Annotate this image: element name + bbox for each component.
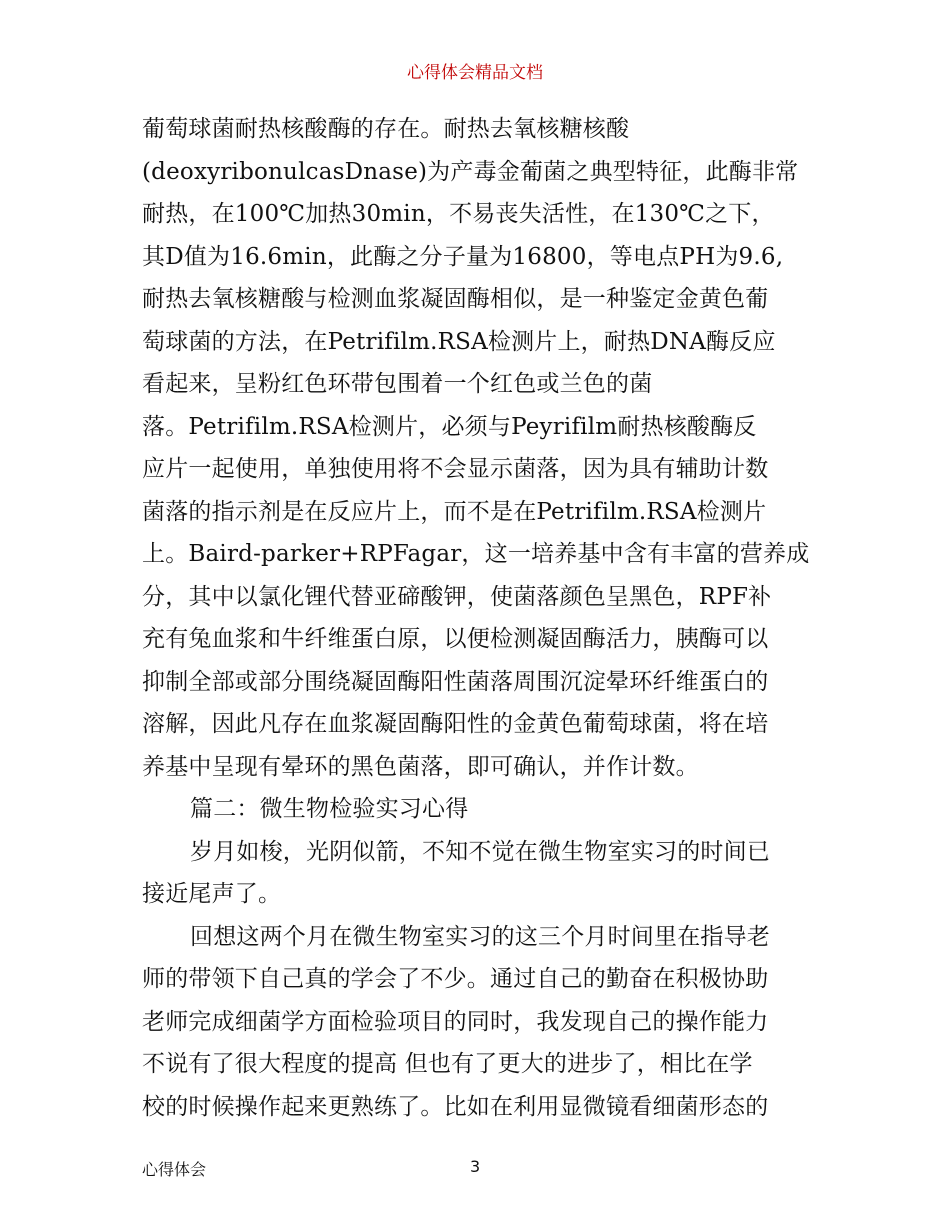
document-header: 心得体会精品文档 bbox=[407, 63, 543, 83]
text-line: 落。Petrifilm.RSA检测片，必须与Peyrifilm耐热核酸酶反 bbox=[142, 413, 757, 440]
text-line: 其D值为16.6min，此酶之分子量为16800，等电点PH为9.6, bbox=[142, 243, 784, 270]
text-line: 葡萄球菌耐热核酸酶的存在。耐热去氧核糖核酸 bbox=[142, 116, 630, 142]
text-line: 不说有了很大程度的提高 但也有了更大的进步了，相比在学 bbox=[142, 1051, 753, 1077]
text-line: 充有兔血浆和牛纤维蛋白原，以便检测凝固酶活力，胰酶可以 bbox=[142, 626, 769, 652]
text-line: 看起来，呈粉红色环带包围着一个红色或兰色的菌 bbox=[142, 371, 653, 397]
text-line: 校的时候操作起来更熟练了。比如在利用显微镜看细菌形态的 bbox=[142, 1093, 769, 1120]
text-line: 萄球菌的方法，在Petrifilm.RSA检测片上，耐热DNA酶反应 bbox=[142, 328, 776, 355]
section-heading: 篇二：微生物检验实习心得 bbox=[190, 796, 469, 822]
document-body bbox=[142, 108, 822, 1128]
text-line: 上。Baird-parker+RPFagar，这一培养基中含有丰富的营养成 bbox=[142, 541, 810, 567]
text-line: 师的带领下自己真的学会了不少。通过自己的勤奋在积极协助 bbox=[142, 966, 769, 992]
text-line: 岁月如梭，光阴似箭，不知不觉在微生物室实习的时间已 bbox=[190, 838, 770, 865]
text-line: 应片一起使用，单独使用将不会显示菌落，因为具有辅助计数 bbox=[142, 456, 769, 482]
text-line: 耐热去氧核糖酸与检测血浆凝固酶相似，是一种鉴定金黄色葡 bbox=[142, 286, 769, 312]
text-line: 溶解，因此凡存在血浆凝固酶阳性的金黄色葡萄球菌，将在培 bbox=[142, 711, 769, 737]
text-line: 菌落的指示剂是在反应片上，而不是在Petrifilm.RSA检测片 bbox=[142, 498, 767, 525]
text-line: 耐热，在100℃加热30min，不易丧失活性，在130℃之下， bbox=[142, 201, 775, 227]
text-line: (deoxyribonulcasDnase)为产毒金葡菌之典型特征，此酶非常 bbox=[142, 158, 799, 185]
text-line: 回想这两个月在微生物室实习的这三个月时间里在指导老 bbox=[190, 923, 770, 950]
footer-label: 心得体会 bbox=[142, 1160, 207, 1179]
text-line: 分，其中以氯化锂代替亚碲酸钾，使菌落颜色呈黑色，RPF补 bbox=[142, 583, 772, 610]
text-line: 老师完成细菌学方面检验项目的同时，我发现自己的操作能力 bbox=[142, 1008, 769, 1035]
text-line: 养基中呈现有晕环的黑色菌落，即可确认，并作计数。 bbox=[142, 753, 699, 780]
page-number: 3 bbox=[470, 1157, 481, 1176]
text-line: 接近尾声了。 bbox=[142, 881, 282, 907]
text-line: 抑制全部或部分围绕凝固酶阳性菌落周围沉淀晕环纤维蛋白的 bbox=[142, 668, 769, 695]
